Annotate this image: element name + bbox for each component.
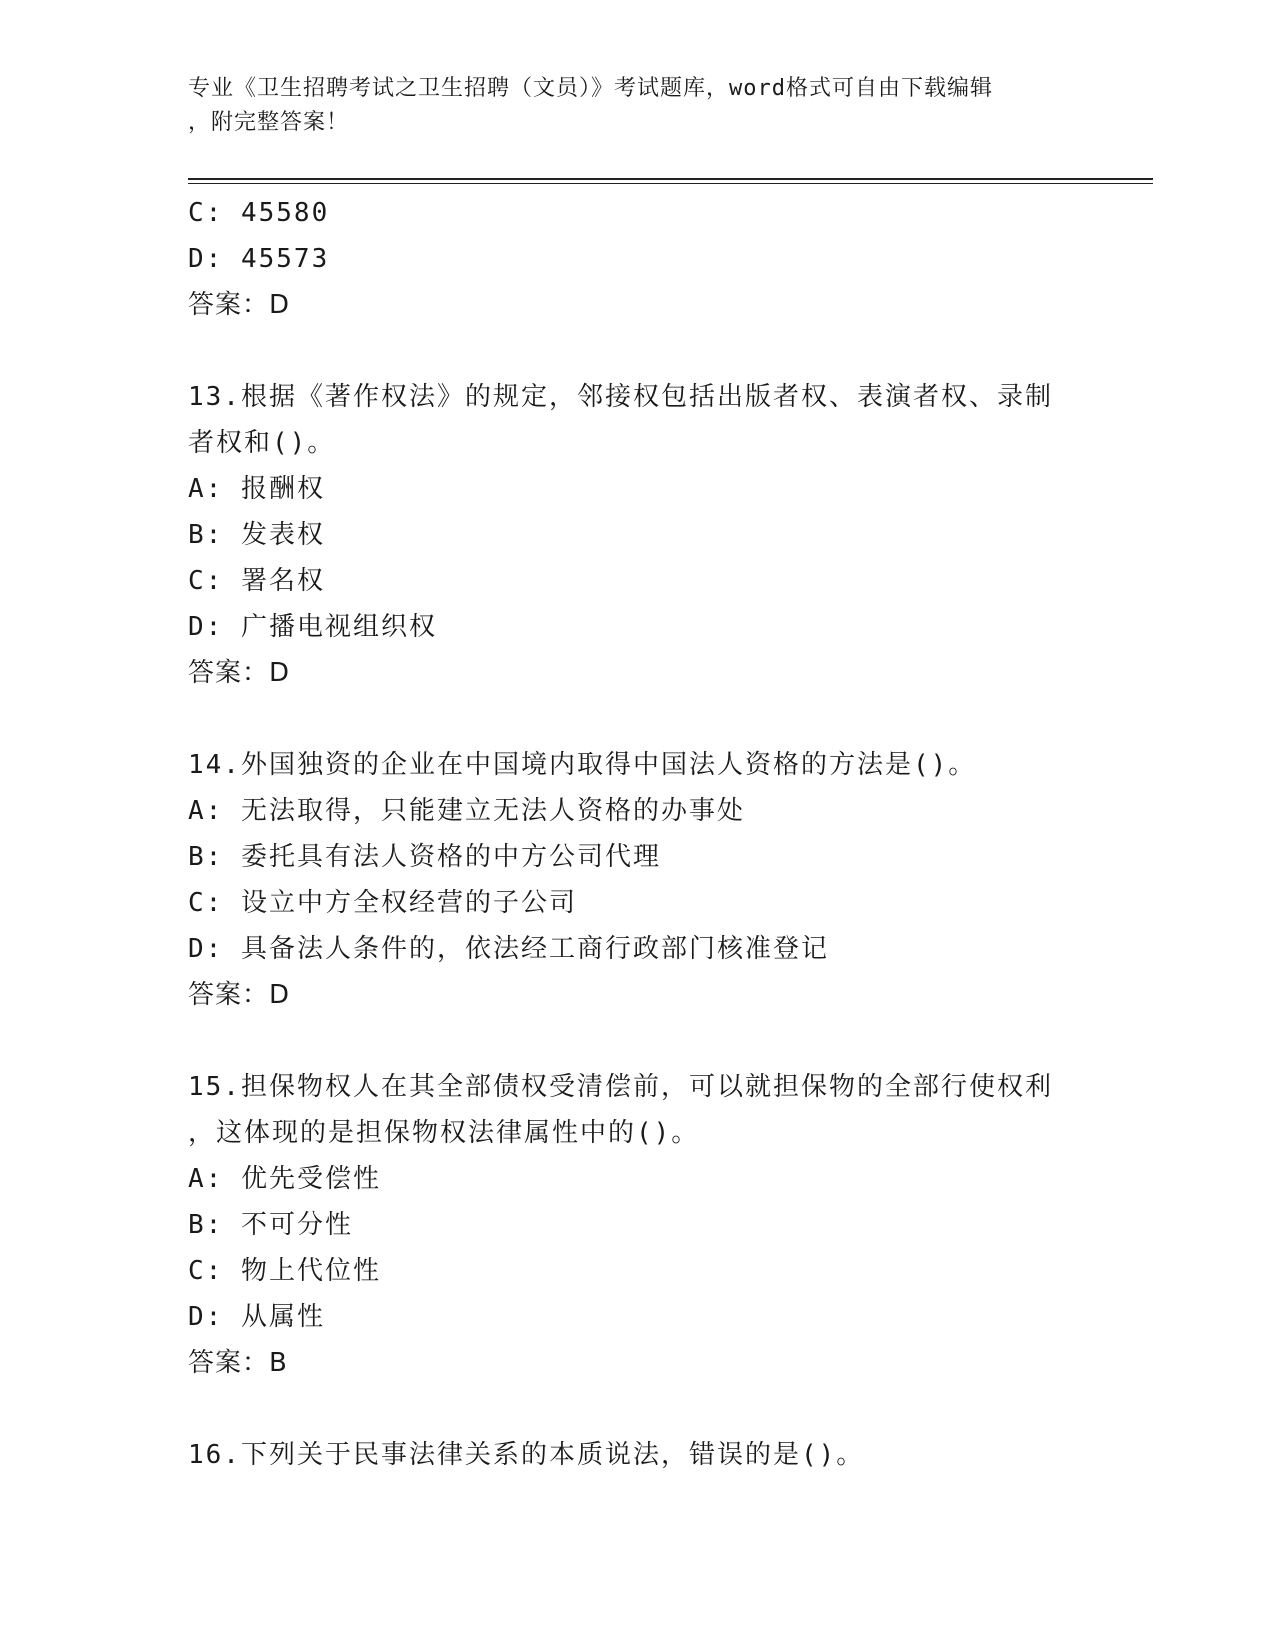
option-b: B: 不可分性 <box>188 1210 353 1240</box>
header-line-2: ，附完整答案！ <box>188 110 350 135</box>
question-16 <box>188 1432 1088 1478</box>
answer-line: 答案：D <box>188 290 291 320</box>
answer-line: 答案：D <box>188 980 291 1010</box>
option-b: B: 发表权 <box>188 520 325 550</box>
spacer <box>188 696 1088 742</box>
option-d: D: 具备法人条件的，依法经工商行政部门核准登记 <box>188 934 829 964</box>
spacer <box>188 328 1088 374</box>
question-list <box>188 190 1088 1478</box>
question-stem: 16.下列关于民事法律关系的本质说法，错误的是()。 <box>188 1440 865 1470</box>
question-15 <box>188 1064 1088 1386</box>
option-d: D: 从属性 <box>188 1302 325 1332</box>
question-stem: 14.外国独资的企业在中国境内取得中国法人资格的方法是()。 <box>188 750 977 780</box>
answer-line: 答案：B <box>188 1348 288 1378</box>
question-stem: 13.根据《著作权法》的规定，邻接权包括出版者权、表演者权、录制 <box>188 382 1053 412</box>
option-c: C: 45580 <box>188 198 330 228</box>
document-header <box>188 72 1068 140</box>
option-b: B: 委托具有法人资格的中方公司代理 <box>188 842 661 872</box>
spacer <box>188 1386 1088 1432</box>
header-divider-thin <box>188 183 1153 184</box>
question-stem-continued: 者权和()。 <box>188 428 336 458</box>
header-divider-thick <box>188 178 1153 180</box>
option-a: A: 报酬权 <box>188 474 325 504</box>
question-13 <box>188 374 1088 696</box>
option-c: C: 设立中方全权经营的子公司 <box>188 888 577 918</box>
answer-line: 答案：D <box>188 658 291 688</box>
option-a: A: 无法取得，只能建立无法人资格的办事处 <box>188 796 745 826</box>
question-14 <box>188 742 1088 1018</box>
option-c: C: 物上代位性 <box>188 1256 381 1286</box>
option-d: D: 45573 <box>188 244 330 274</box>
header-line-1: 专业《卫生招聘考试之卫生招聘（文员）》考试题库，word格式可自由下载编辑 <box>188 76 993 101</box>
spacer <box>188 1018 1088 1064</box>
option-a: A: 优先受偿性 <box>188 1164 381 1194</box>
option-d: D: 广播电视组织权 <box>188 612 437 642</box>
question-12-tail <box>188 190 1088 328</box>
option-c: C: 署名权 <box>188 566 325 596</box>
question-stem-continued: ，这体现的是担保物权法律属性中的()。 <box>188 1118 700 1148</box>
question-stem: 15.担保物权人在其全部债权受清偿前，可以就担保物的全部行使权利 <box>188 1072 1053 1102</box>
